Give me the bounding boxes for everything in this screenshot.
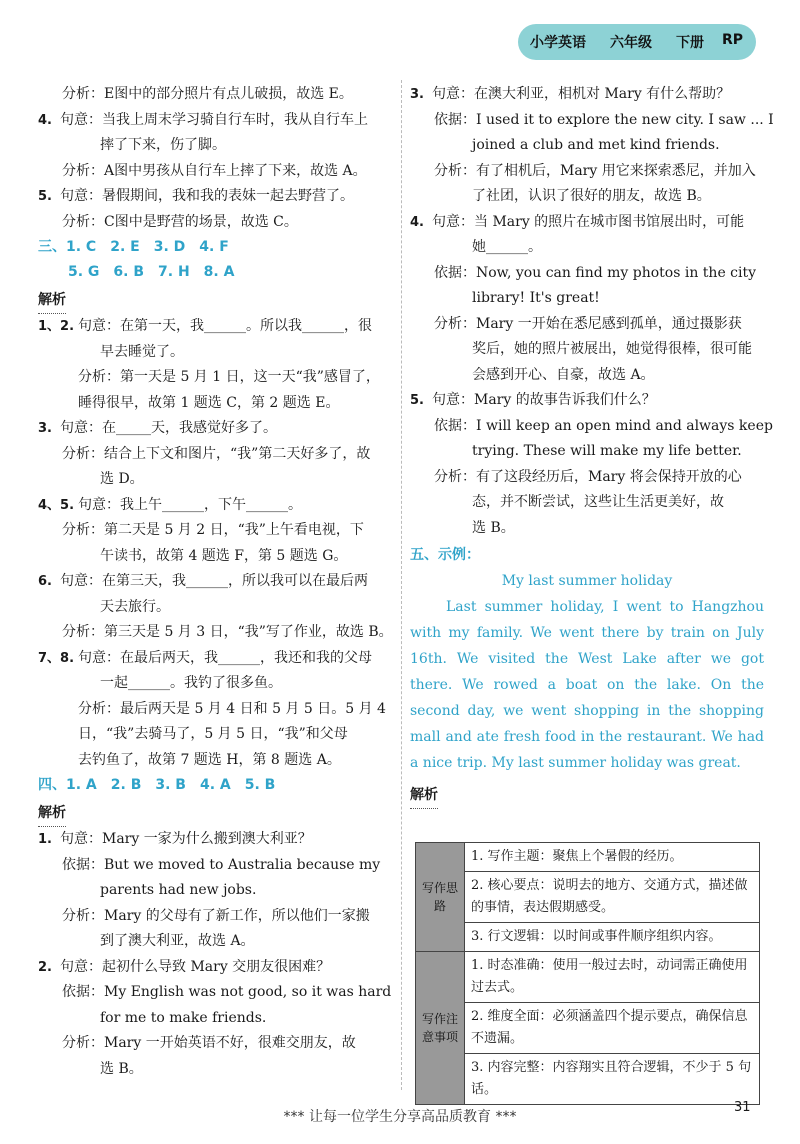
line-label: 句意： (78, 496, 120, 513)
table-row (416, 843, 760, 872)
text-line (38, 827, 394, 853)
line-text: joined a club and met kind friends. (472, 137, 720, 153)
header-volume: 下册 (676, 35, 704, 51)
text-line (38, 904, 394, 930)
text-line (410, 414, 773, 440)
line-text: 日，“我”去骑马了，5 月 5 日，“我”和父母 (78, 726, 348, 742)
question-number: 1. (38, 832, 52, 847)
text-line (38, 697, 394, 723)
text-line (38, 1031, 394, 1057)
line-label: 分析： (62, 162, 104, 179)
text-line (410, 261, 764, 287)
line-text: 选 B。 (472, 519, 515, 536)
question-number: 4、5. (38, 497, 75, 513)
text-line (38, 108, 394, 134)
text-line (410, 516, 764, 542)
text-line (410, 312, 764, 338)
text-line (410, 439, 764, 465)
line-text: 选 B。 (100, 1060, 143, 1077)
footer-slogan: *** 让每一位学生分享高品质教育 *** (283, 1109, 517, 1125)
line-text: for me to make friends. (100, 1009, 267, 1026)
line-text: 她______。 (472, 239, 542, 255)
line-text: I used it to explore the new city. I saw ... I (476, 111, 774, 128)
table-side-label: 写作思路 (416, 843, 465, 952)
line-text: 第二天是 5 月 2 日，“我”上午看电视，下 (104, 522, 364, 538)
line-text: 去钓鱼了，故第 7 题选 H，第 8 题选 A。 (78, 751, 341, 768)
line-label: 依据： (62, 856, 104, 873)
table-cell: 1. 写作主题：聚焦上个暑假的经历。 (465, 843, 760, 872)
text-line (38, 1006, 394, 1032)
question-number: 2. (38, 959, 52, 975)
line-text: 了社团，认识了很好的朋友，故选 B。 (472, 188, 711, 204)
line-label: 句意： (432, 86, 474, 102)
text-line (410, 465, 764, 491)
section-3-answers-line2: 5. G 6. B 7. H 8. A (68, 264, 235, 280)
table-row (416, 1054, 760, 1105)
jiexi-heading: 解析 (410, 782, 438, 809)
text-line (38, 133, 394, 159)
line-text: 会感到开心、自豪，故选 A。 (472, 366, 655, 383)
text-line (410, 388, 764, 414)
text-line (38, 929, 394, 955)
line-text: 睡得很早，故第 1 题选 C，第 2 题选 E。 (78, 394, 340, 411)
line-text: Mary 一开始在悉尼感到孤单，通过摄影获 (476, 315, 742, 332)
text-line (410, 490, 764, 516)
line-text: 有了这段经历后，Mary 将会保持开放的心 (476, 468, 742, 485)
line-label: 句意： (60, 831, 102, 847)
question-number: 4. (410, 214, 424, 230)
question-number: 1、2. (38, 319, 75, 334)
question-number: 6. (38, 574, 52, 589)
question-number: 7、8. (38, 650, 75, 666)
section-5-label: 五、示例： (410, 547, 480, 563)
line-text: I will keep an open mind and always keep (476, 417, 773, 434)
jiexi-heading: 解析 (38, 287, 66, 314)
line-label: 分析： (434, 162, 476, 179)
line-text: 结合上下文和图片，“我”第二天好多了，故 (104, 445, 371, 462)
essay-body: Last summer holiday, I went to Hangzhou with my family. We went there by train on July 16th. We visited the West Lake after we got there. We rowed a boat on the lake. On the second day, we went shopping in the shopping mall and ate fresh food in the restaurant. We had a nice trip. My last summer holiday was great. (410, 599, 764, 771)
text-line (38, 646, 394, 672)
text-line (38, 518, 394, 544)
table-cell: 2. 核心要点：说明去的地方、交通方式，描述做的事情，表达假期感受。 (465, 872, 760, 923)
line-label: 分析： (434, 468, 476, 485)
line-text: 在澳大利亚，相机对 Mary 有什么帮助？ (474, 86, 731, 102)
text-line (38, 878, 394, 904)
header-grade: 六年级 (610, 35, 652, 51)
writing-guide-table (415, 842, 760, 1105)
line-text: 摔了下来，伤了脚。 (100, 137, 226, 153)
table-cell: 1. 时态准确：使用一般过去时，动词需正确使用过去式。 (465, 952, 760, 1003)
question-number: 5. (38, 189, 52, 204)
line-label: 依据： (434, 417, 476, 434)
line-text: 天去旅行。 (100, 598, 170, 615)
header-bar (518, 24, 756, 60)
line-label: 依据： (434, 264, 476, 281)
line-label: 句意： (60, 420, 102, 436)
table-cell: 2. 维度全面：必须涵盖四个提示要点，确保信息不遗漏。 (465, 1003, 760, 1054)
left-column (38, 82, 394, 1082)
section-3-answers-line1: 三、1. C 2. E 3. D 4. F (38, 239, 229, 255)
table-row (416, 952, 760, 1003)
line-text: 第三天是 5 月 3 日，“我”写了作业，故选 B。 (104, 624, 393, 640)
line-text: 在_____天，我感觉好多了。 (102, 420, 277, 436)
column-divider (401, 80, 402, 1090)
line-label: 句意： (60, 958, 102, 975)
text-line (410, 108, 774, 134)
line-label: 分析： (62, 522, 104, 538)
text-line (38, 722, 394, 748)
text-line (38, 748, 394, 774)
line-text: 午读书，故第 4 题选 F，第 5 题选 G。 (100, 547, 348, 564)
question-number: 3. (38, 421, 52, 436)
line-text: 奖后，她的照片被展出，她觉得很棒，很可能 (472, 341, 752, 357)
line-label: 分析： (62, 624, 104, 640)
text-line (38, 1057, 394, 1083)
line-text: Mary 的故事告诉我们什么？ (474, 392, 656, 408)
text-line (38, 416, 394, 442)
table-cell: 3. 内容完整：内容翔实且符合逻辑，不少于 5 句话。 (465, 1054, 760, 1105)
line-text: 选 D。 (100, 471, 144, 487)
section-4-answers: 四、1. A 2. B 3. B 4. A 5. B (38, 777, 276, 793)
table-row (416, 1003, 760, 1054)
question-number: 4. (38, 112, 52, 128)
text-line (38, 955, 394, 981)
text-line (38, 853, 394, 879)
text-line (410, 286, 764, 312)
page-number: 31 (734, 1100, 751, 1115)
line-text: 到了澳大利亚，故选 A。 (100, 933, 255, 949)
question-number: 5. (410, 393, 424, 408)
line-label: 分析： (78, 700, 120, 717)
text-line (38, 184, 394, 210)
text-line (38, 365, 394, 391)
line-text: 早去睡觉了。 (100, 343, 184, 360)
header-subject: 小学英语 (530, 35, 586, 51)
line-text: A图中男孩从自行车上摔了下来，故选 A。 (104, 162, 367, 179)
text-line (410, 159, 764, 185)
line-text: 态，并不断尝试，这些让生活更美好，故 (472, 494, 724, 510)
line-text: Mary 的父母有了新工作，所以他们一家搬 (104, 907, 370, 924)
line-label: 句意： (60, 111, 102, 128)
line-label: 句意： (432, 392, 474, 408)
text-line (410, 337, 764, 363)
line-label: 分析： (62, 213, 104, 230)
line-text: library! It's great! (472, 290, 600, 306)
text-line (38, 210, 394, 236)
line-text: Now, you can find my photos in the city (476, 264, 757, 281)
line-label: 依据： (434, 111, 476, 128)
line-text: 当我上周末学习骑自行车时，我从自行车上 (102, 111, 368, 128)
text-line (38, 467, 394, 493)
text-line (410, 210, 764, 236)
line-text: trying. These will make my life better. (472, 443, 742, 459)
line-text: Mary 一家为什么搬到澳大利亚？ (102, 831, 312, 847)
right-column (410, 82, 774, 809)
line-label: 句意： (60, 188, 102, 204)
line-text: 在第三天，我______，所以我可以在最后两 (102, 573, 368, 589)
line-text: 在第一天，我______。所以我______，很 (120, 318, 372, 334)
line-text: E图中的部分照片有点儿破损，故选 E。 (104, 86, 353, 102)
essay-title: My last summer holiday (501, 573, 673, 589)
line-label: 分析： (62, 445, 104, 462)
line-label: 分析： (62, 907, 104, 924)
text-line (38, 442, 394, 468)
table-side-label: 写作注意事项 (416, 952, 465, 1105)
line-label: 分析： (62, 86, 104, 102)
line-label: 分析： (434, 315, 476, 332)
line-label: 句意： (78, 649, 120, 666)
question-number: 3. (410, 87, 424, 102)
text-line (38, 82, 394, 108)
text-line (410, 133, 764, 159)
line-text: 有了相机后，Mary 用它来探索悉尼，并加入 (476, 162, 756, 179)
text-line (38, 340, 394, 366)
text-line (38, 314, 394, 340)
table-row (416, 923, 760, 952)
line-text: 一起______。我钓了很多鱼。 (100, 675, 282, 691)
line-label: 句意： (78, 318, 120, 334)
text-line (410, 184, 764, 210)
text-line (38, 391, 394, 417)
text-line (38, 595, 394, 621)
line-text: 当 Mary 的照片在城市图书馆展出时，可能 (474, 213, 745, 230)
line-label: 分析： (62, 1035, 104, 1051)
line-text: But we moved to Australia because my (104, 856, 381, 873)
text-line (38, 493, 394, 519)
jiexi-heading: 解析 (38, 800, 66, 827)
table-row (416, 872, 760, 923)
line-text: 起初什么导致 Mary 交朋友很困难？ (102, 958, 331, 975)
text-line (410, 235, 764, 261)
line-text: 第一天是 5 月 1 日，这一天“我”感冒了， (120, 369, 380, 385)
text-line (38, 620, 394, 646)
text-line (38, 159, 394, 185)
line-label: 分析： (78, 369, 120, 385)
line-text: 暑假期间，我和我的表妹一起去野营了。 (102, 188, 354, 204)
text-line (38, 671, 394, 697)
text-line (410, 82, 764, 108)
header-edition: RP (722, 32, 744, 48)
line-label: 句意： (432, 213, 474, 230)
table-cell: 3. 行文逻辑：以时间或事件顺序组织内容。 (465, 923, 760, 952)
line-text: Mary 一开始英语不好，很难交朋友，故 (104, 1035, 356, 1051)
line-text: C图中是野营的场景，故选 C。 (104, 213, 298, 230)
text-line (38, 544, 394, 570)
line-text: parents had new jobs. (100, 882, 257, 898)
text-line (38, 980, 394, 1006)
line-text: 最后两天是 5 月 4 日和 5 月 5 日。5 月 4 (120, 700, 386, 717)
line-label: 句意： (60, 573, 102, 589)
line-text: 我上午______，下午______。 (120, 496, 302, 513)
text-line (38, 569, 394, 595)
line-text: My English was not good, so it was hard (104, 984, 392, 1000)
text-line (410, 363, 764, 389)
line-text: 在最后两天，我______，我还和我的父母 (120, 649, 372, 666)
line-label: 依据： (62, 984, 104, 1000)
